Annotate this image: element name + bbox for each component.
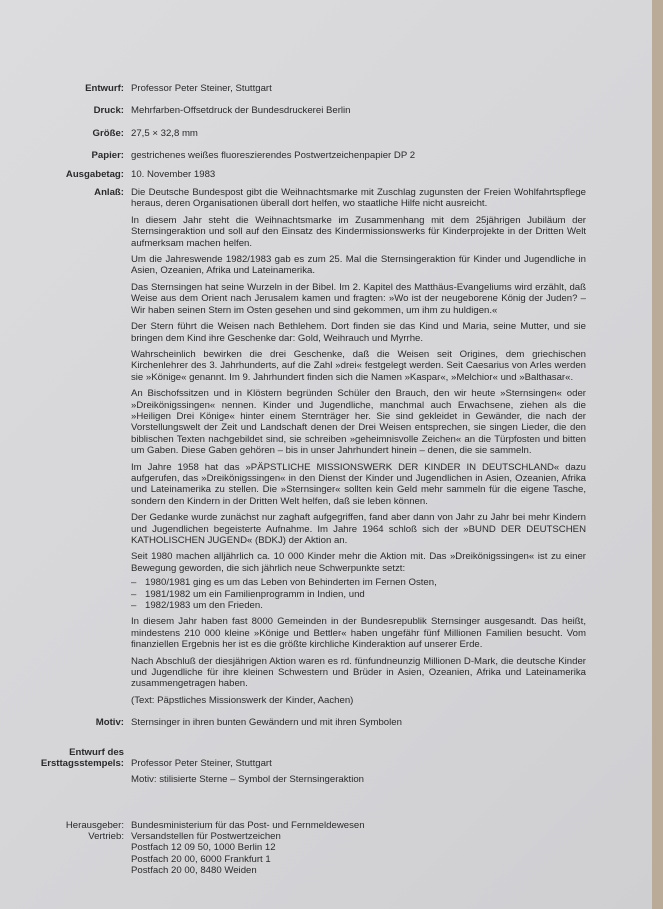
schwerpunkte-list: [131, 577, 586, 611]
field-groesse: [0, 128, 652, 139]
paragraph: Seit 1980 machen alljährlich ca. 10 000 Kinder mehr die Aktion mit. Das »Dreikönigssingen« ist zu einer Bewegung geworden, die sich jährlich neue Schwerpunkte setzt:: [131, 551, 586, 574]
field-value: [131, 747, 586, 786]
paragraph: Das Sternsingen hat seine Wurzeln in der Bibel. Im 2. Kapitel des Matthäus-Evangeliums wird erzählt, daß Weise aus dem Orient nach Jerusalem kamen und fragten: »Wo ist der neugeborene König der Juden? – Wir haben seinen Stern im Osten gesehen und sind gekommen, um ihm zu huldigen.«: [131, 281, 586, 316]
footer-herausgeber: [0, 820, 652, 877]
vertrieb-line: Postfach 12 09 50, 1000 Berlin 12: [131, 842, 276, 854]
paragraph: Der Stern führt die Weisen nach Bethlehem. Dort finden sie das Kind und Maria, seine Mutter, und sie bringen dem Kind ihre Geschenke dar: Gold, Weihrauch und Myrrhe.: [131, 321, 586, 344]
stempel-motiv: Motiv: stilisierte Sterne – Symbol der Sternsingeraktion: [131, 774, 365, 786]
paragraph: Um die Jahreswende 1982/1983 gab es zum 25. Mal die Sternsingeraktion für Kinder und Jugendliche in Asien, Ozeanien, Afrika und Lateinamerika.: [131, 254, 586, 277]
field-value: 10. November 1983: [131, 168, 216, 180]
field-label: Entwurf:: [85, 83, 124, 94]
field-label: Motiv:: [95, 717, 124, 729]
herausgeber-label: Herausgeber:: [65, 819, 124, 831]
field-label: Anlaß:: [94, 187, 124, 199]
field-label: Druck:: [93, 105, 124, 117]
source-note: (Text: Päpstliches Missionswerk der Kinder, Aachen): [131, 694, 354, 706]
field-label: [0, 820, 131, 877]
field-ausgabetag: [0, 169, 652, 180]
field-papier: [0, 150, 652, 161]
label-line: Ersttagsstempels:: [40, 758, 124, 770]
vertrieb-line: Versandstellen für Postwertzeichen: [131, 830, 281, 842]
field-value: Professor Peter Steiner, Stuttgart: [131, 83, 272, 94]
field-value: 27,5 × 32,8 mm: [131, 127, 198, 139]
vertrieb-line: Postfach 20 00, 6000 Frankfurt 1: [131, 853, 271, 865]
field-druck: [0, 105, 652, 116]
herausgeber-value: Bundesministerium für das Post- und Fernmeldewesen: [131, 819, 365, 831]
field-value: gestrichenes weißes fluoreszierendes Postwertzeichenpapier DP 2: [131, 150, 416, 162]
vertrieb-line: Postfach 20 00, 8480 Weiden: [131, 865, 257, 877]
paragraph: In diesem Jahr steht die Weihnachtsmarke im Zusammenhang mit dem 25jährigen Jubiläum der Sternsingeraktion und soll auf den Einsatz des Kindermissionswerks für Kinderprojekte in der Dritten Welt aufmerksam machen helfen.: [131, 214, 586, 249]
paragraph: Wahrscheinlich bewirken die drei Geschenke, daß die Weisen seit Origines, dem griechischen Kirchenlehrer des 3. Jahrhunderts, auf die Zahl »drei« festgelegt werden. Seit Caesarius von Arles werden sie »Könige« genannt. Im 9. Jahrhundert finden sich die Namen »Kaspar«, »Melchior« und »Balthasar«.: [131, 348, 586, 383]
stempel-designer: Professor Peter Steiner, Stuttgart: [131, 757, 272, 769]
list-item: – 1980/1981 ging es um das Leben von Behinderten im Fernen Osten,: [131, 577, 586, 588]
label-line: Entwurf des: [69, 746, 124, 758]
paragraph: Nach Abschluß der diesjährigen Aktion waren es rd. fünfundneunzig Millionen D-Mark, die deutsche Kinder und Jugendliche für ihre kleinen Schwestern und Brüder in Asien, Ozeanien, Afrika und Lateinamerika zusammengetragen haben.: [131, 655, 586, 690]
footer-values: [131, 820, 586, 877]
field-ersttagsstempel: [0, 747, 652, 786]
paragraph: Der Gedanke wurde zunächst nur zaghaft aufgegriffen, fand aber dann von Jahr zu Jahr bei mehr Kindern und Jugendlichen begeisterte Aufnahme. Im Jahre 1964 schloß sich der »BUND DER DEUTSCHEN KATHOLISCHEN JUGEND« (BDKJ) der Aktion an.: [131, 512, 586, 546]
list-item: – 1981/1982 um ein Familienprogramm in Indien, und: [131, 589, 586, 600]
list-item: – 1982/1983 um den Frieden.: [131, 600, 586, 611]
field-label: Größe:: [92, 127, 124, 139]
paragraph: An Bischofssitzen und in Klöstern begründen Schüler den Brauch, den wir heute »Sternsingen« oder »Dreikönigssingen« nennen. Kinder und Jugendliche, manchmal auch Erwachsene, ziehen als die »Heiligen Drei Könige« hinter einem Sternträger her. Sie sind gekleidet in Gewänder, die nach der Vorstellungswelt der Zeit und Landschaft denen der Drei Weisen entsprechen, sie singen Lieder, die den biblischen Texten nachgebildet sind, sie schreiben »geheimnisvolle Zeichen« an die Türpfosten und bitten um Gaben. Diese Gaben gehören – bis in unser Jahrhundert hinein – denen, die sie sammeln.: [131, 388, 586, 457]
field-anlass: [0, 187, 652, 706]
paragraph: Die Deutsche Bundespost gibt die Weihnachtsmarke mit Zuschlag zugunsten der Freien Wohlfahrtspflege heraus, deren Organisationen überall dort helfen, wo staatliche Hilfe nicht ausreicht.: [131, 187, 586, 210]
anlass-text: [131, 187, 586, 706]
field-label: [0, 747, 131, 786]
field-motiv: [0, 717, 652, 728]
paragraph: In diesem Jahr haben fast 8000 Gemeinden in der Bundesrepublik Sternsinger ausgesandt. Das heißt, mindestens 210 000 kleine »Könige und Bettler« haben ungefähr fünf Millionen Familien besucht. Vom finanziellen Ergebnis her ist es die größte kirchliche Kinderaktion auf unserer Erde.: [131, 616, 586, 651]
field-entwurf: [0, 83, 652, 94]
field-value: Sternsinger in ihren bunten Gewändern und mit ihren Symbolen: [131, 717, 402, 729]
paragraph: Im Jahre 1958 hat das »PÄPSTLICHE MISSIONSWERK DER KINDER IN DEUTSCHLAND« dazu aufgerufen, das »Dreikönigssingen« in den Dienst der Kinder und Jugendlichen in Asien, Ozeanien, Afrika und Lateinamerika zu stellen. Die »Sternsinger« sollten kein Geld mehr sammeln für die eigene Tasche, sondern den Kindern in der Dritten Welt helfen, daß sie leben können.: [131, 461, 586, 507]
field-label: Papier:: [91, 150, 124, 162]
vertrieb-label: Vertrieb:: [88, 830, 124, 842]
field-value: Mehrfarben-Offsetdruck der Bundesdruckerei Berlin: [131, 105, 351, 117]
field-label: Ausgabetag:: [65, 168, 124, 180]
